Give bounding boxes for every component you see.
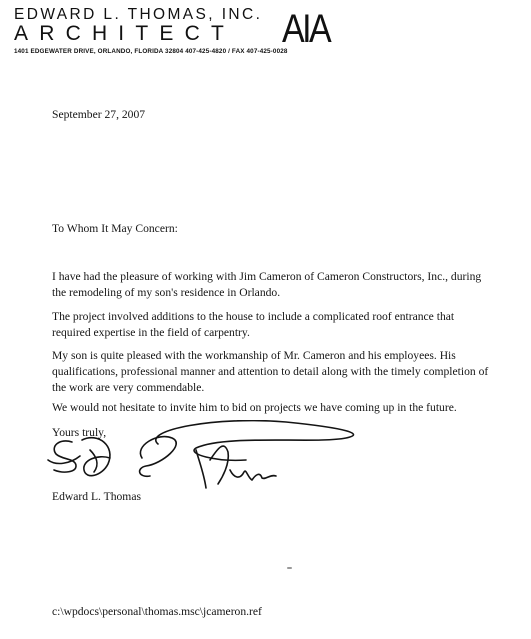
firm-address: 1401 EDGEWATER DRIVE, ORLANDO, FLORIDA 32804 407-425-4820 / FAX 407-425-0028 — [14, 48, 288, 55]
letterhead — [14, 6, 334, 58]
firm-name: EDWARD L. THOMAS, INC. — [14, 6, 263, 23]
paragraph-line: We would not hesitate to invite him to bid on projects we have coming up in the future. — [52, 401, 457, 414]
closing: Yours truly, — [52, 426, 107, 439]
signature-strokes — [48, 421, 354, 488]
paragraph-4 — [52, 400, 522, 416]
paragraph-1 — [52, 269, 522, 301]
paragraph-line: the work are very commendable. — [52, 381, 205, 394]
scan-mark — [287, 567, 292, 569]
paragraph-line: required expertise in the field of carpentry. — [52, 326, 250, 339]
letter-date: September 27, 2007 — [52, 108, 146, 121]
paragraph-line: I have had the pleasure of working with Jim Cameron of Cameron Constructors, Inc., during — [52, 270, 482, 283]
paragraph-line: qualifications, professional manner and attention to detail along with the timely completion of — [52, 365, 489, 378]
paragraph-line: The project involved additions to the house to include a complicated roof entrance that — [52, 310, 455, 323]
salutation: To Whom It May Concern: — [52, 222, 178, 235]
firm-title: ARCHITECT — [14, 22, 235, 45]
paragraph-3 — [52, 348, 522, 396]
handwritten-signature — [46, 420, 376, 498]
paragraph-2 — [52, 309, 522, 341]
aia-mark: AIA — [282, 7, 330, 51]
signatory-name: Edward L. Thomas — [52, 490, 141, 503]
paragraph-line: the remodeling of my son's residence in Orlando. — [52, 286, 281, 299]
file-reference: c:\wpdocs\personal\thomas.msc\jcameron.ref — [52, 605, 262, 618]
paragraph-line: My son is quite pleased with the workmanship of Mr. Cameron and his employees. His — [52, 349, 456, 362]
